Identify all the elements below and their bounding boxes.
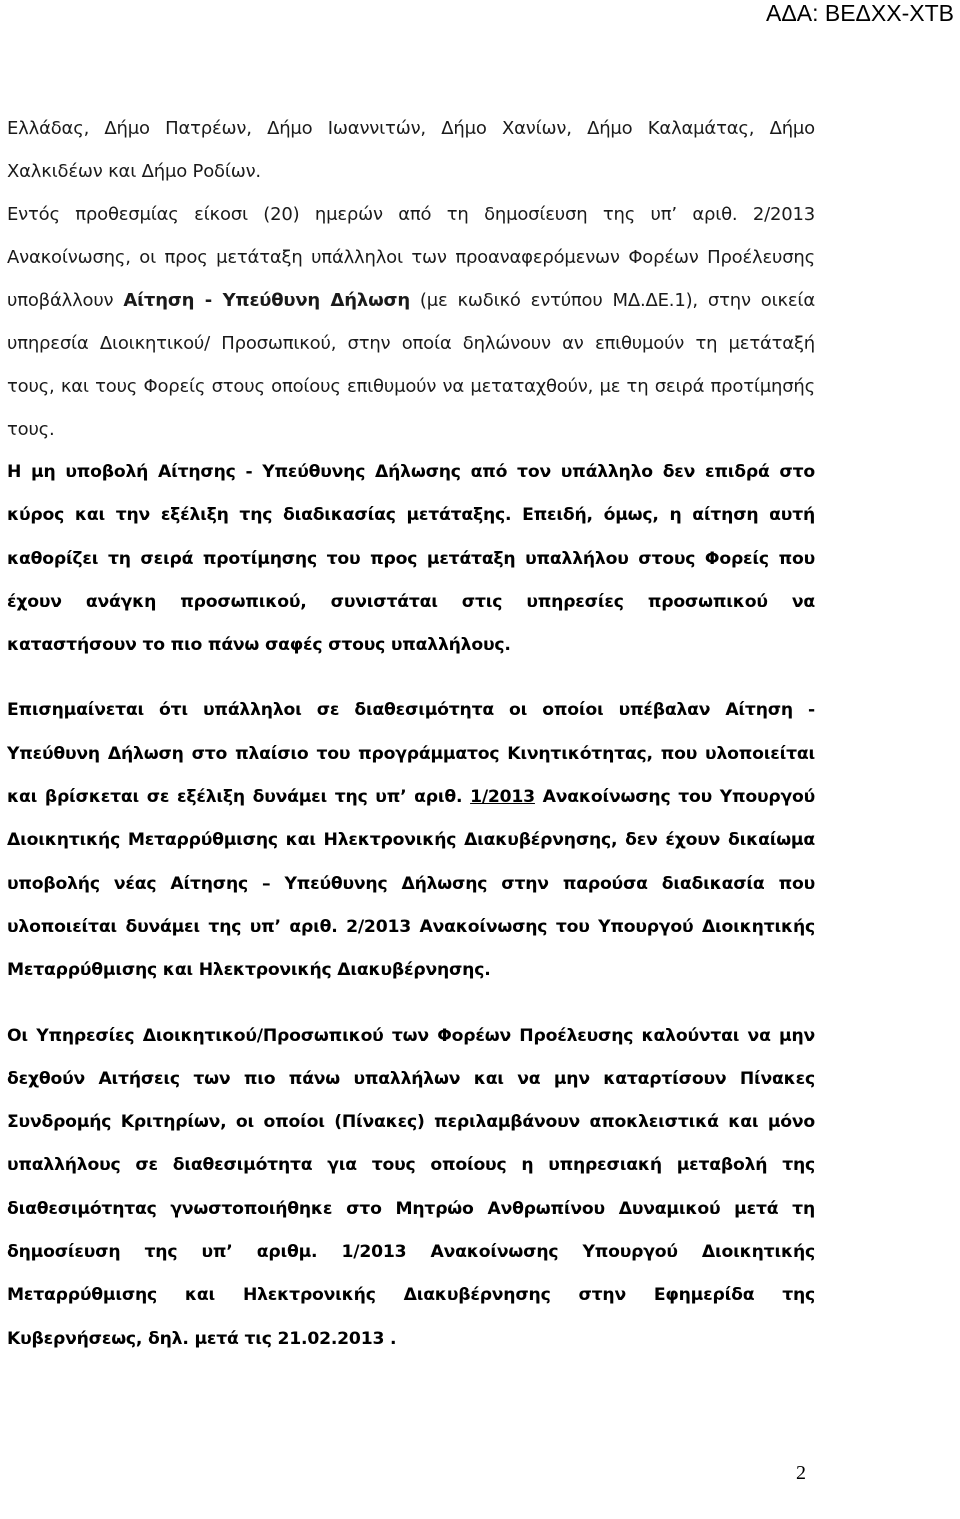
paragraph-non-submission: Η μη υποβολή Αίτησης - Υπεύθυνης Δήλωσης από τον υπάλληλο δεν επιδρά στο κύρος και την εξέλιξη της διαδικασίας μετάταξης. Επειδή, όμως, η αίτηση αυτή καθορίζει τη σειρά προτίμησης του προς μετάταξη υπαλλήλου στους Φορείς που έχουν ανάγκη προσωπικού, συνιστάται στις υπηρεσίες προσωπικού να καταστήσουν το πιο πάνω σαφές στους υπαλλήλους.	[7, 462, 815, 656]
application-declaration-term: Αίτηση - Υπεύθυνη Δήλωση	[123, 290, 410, 311]
notice-text-start: Επισημαίνεται ότι υπάλληλοι σε διαθεσιμότητα οι οποίοι υπέβαλαν Αίτηση - Υπεύθυνη Δήλωση στο πλαίσιο του προγράμματος Κινητικότητας, που υλοποιείται και βρίσκεται σε εξέλιξη δυνάμει της υπ’ αριθ.	[7, 700, 815, 808]
document-body	[7, 107, 815, 1361]
paragraph-notice-availability	[7, 689, 815, 992]
notice-text-end: Ανακοίνωσης του Υπουργού Διοικητικής Μεταρρύθμισης και Ηλεκτρονικής Διακυβέρνησης, δεν έχουν δικαίωμα υποβολής νέας Αίτησης – Υπεύθυνης Δήλωσης στην παρούσα διαδικασία που υλοποιείται δυνάμει της υπ’ αριθ. 2/2013 Ανακοίνωσης του Υπουργού Διοικητικής Μεταρρύθμισης και Ηλεκτρονικής Διακυβέρνησης.	[7, 787, 815, 981]
page-number: 2	[796, 1462, 806, 1484]
deadline-text-end: (με κωδικό εντύπου ΜΔ.ΔΕ.1), στην οικεία υπηρεσία Διοικητικού/ Προσωπικού, στην οποία δηλώνουν αν επιθυμούν τη μετάταξή τους, και τους Φορείς στους οποίους επιθυμούν να μεταταχθούν, με τη σειρά προτίμησής τους.	[7, 290, 815, 440]
announcement-number-underlined: 1/2013	[470, 787, 535, 808]
paragraph-deadline	[7, 193, 815, 451]
paragraph-municipalities: Ελλάδας, Δήμο Πατρέων, Δήμο Ιωαννιτών, Δήμο Χανίων, Δήμο Καλαμάτας, Δήμο Χαλκιδέων και Δήμο Ροδίων.	[7, 118, 815, 182]
document-ada-code: ΑΔΑ: ΒΕΔΧΧ-ΧΤΒ	[766, 0, 954, 26]
deadline-text-start: Εντός προθεσμίας είκοσι (20) ημερών από τη δημοσίευση της υπ’ αριθ. 2/2013 Ανακοίνωσης, οι προς μετάταξη υπάλληλοι των προαναφερόμενων Φορέων Προέλευσης υποβάλλουν	[7, 204, 815, 311]
paragraph-services-instruction: Οι Υπηρεσίες Διοικητικού/Προσωπικού των Φορέων Προέλευσης καλούνται να μην δεχθούν Αιτήσεις των πιο πάνω υπαλλήλων και να μην καταρτίσουν Πίνακες Συνδρομής Κριτηρίων, οι οποίοι (Πίνακες) περιλαμβάνουν αποκλειστικά και μόνο υπαλλήλους σε διαθεσιμότητα για τους οποίους η υπηρεσιακή μεταβολή της διαθεσιμότητας γνωστοποιήθηκε στο Μητρώο Ανθρωπίνου Δυναμικού μετά τη δημοσίευση της υπ’ αριθμ. 1/2013 Ανακοίνωσης Υπουργού Διοικητικής Μεταρρύθμισης και Ηλεκτρονικής Διακυβέρνησης στην Εφημερίδα της Κυβερνήσεως, δηλ. μετά τις 21.02.2013 .	[7, 1025, 815, 1349]
